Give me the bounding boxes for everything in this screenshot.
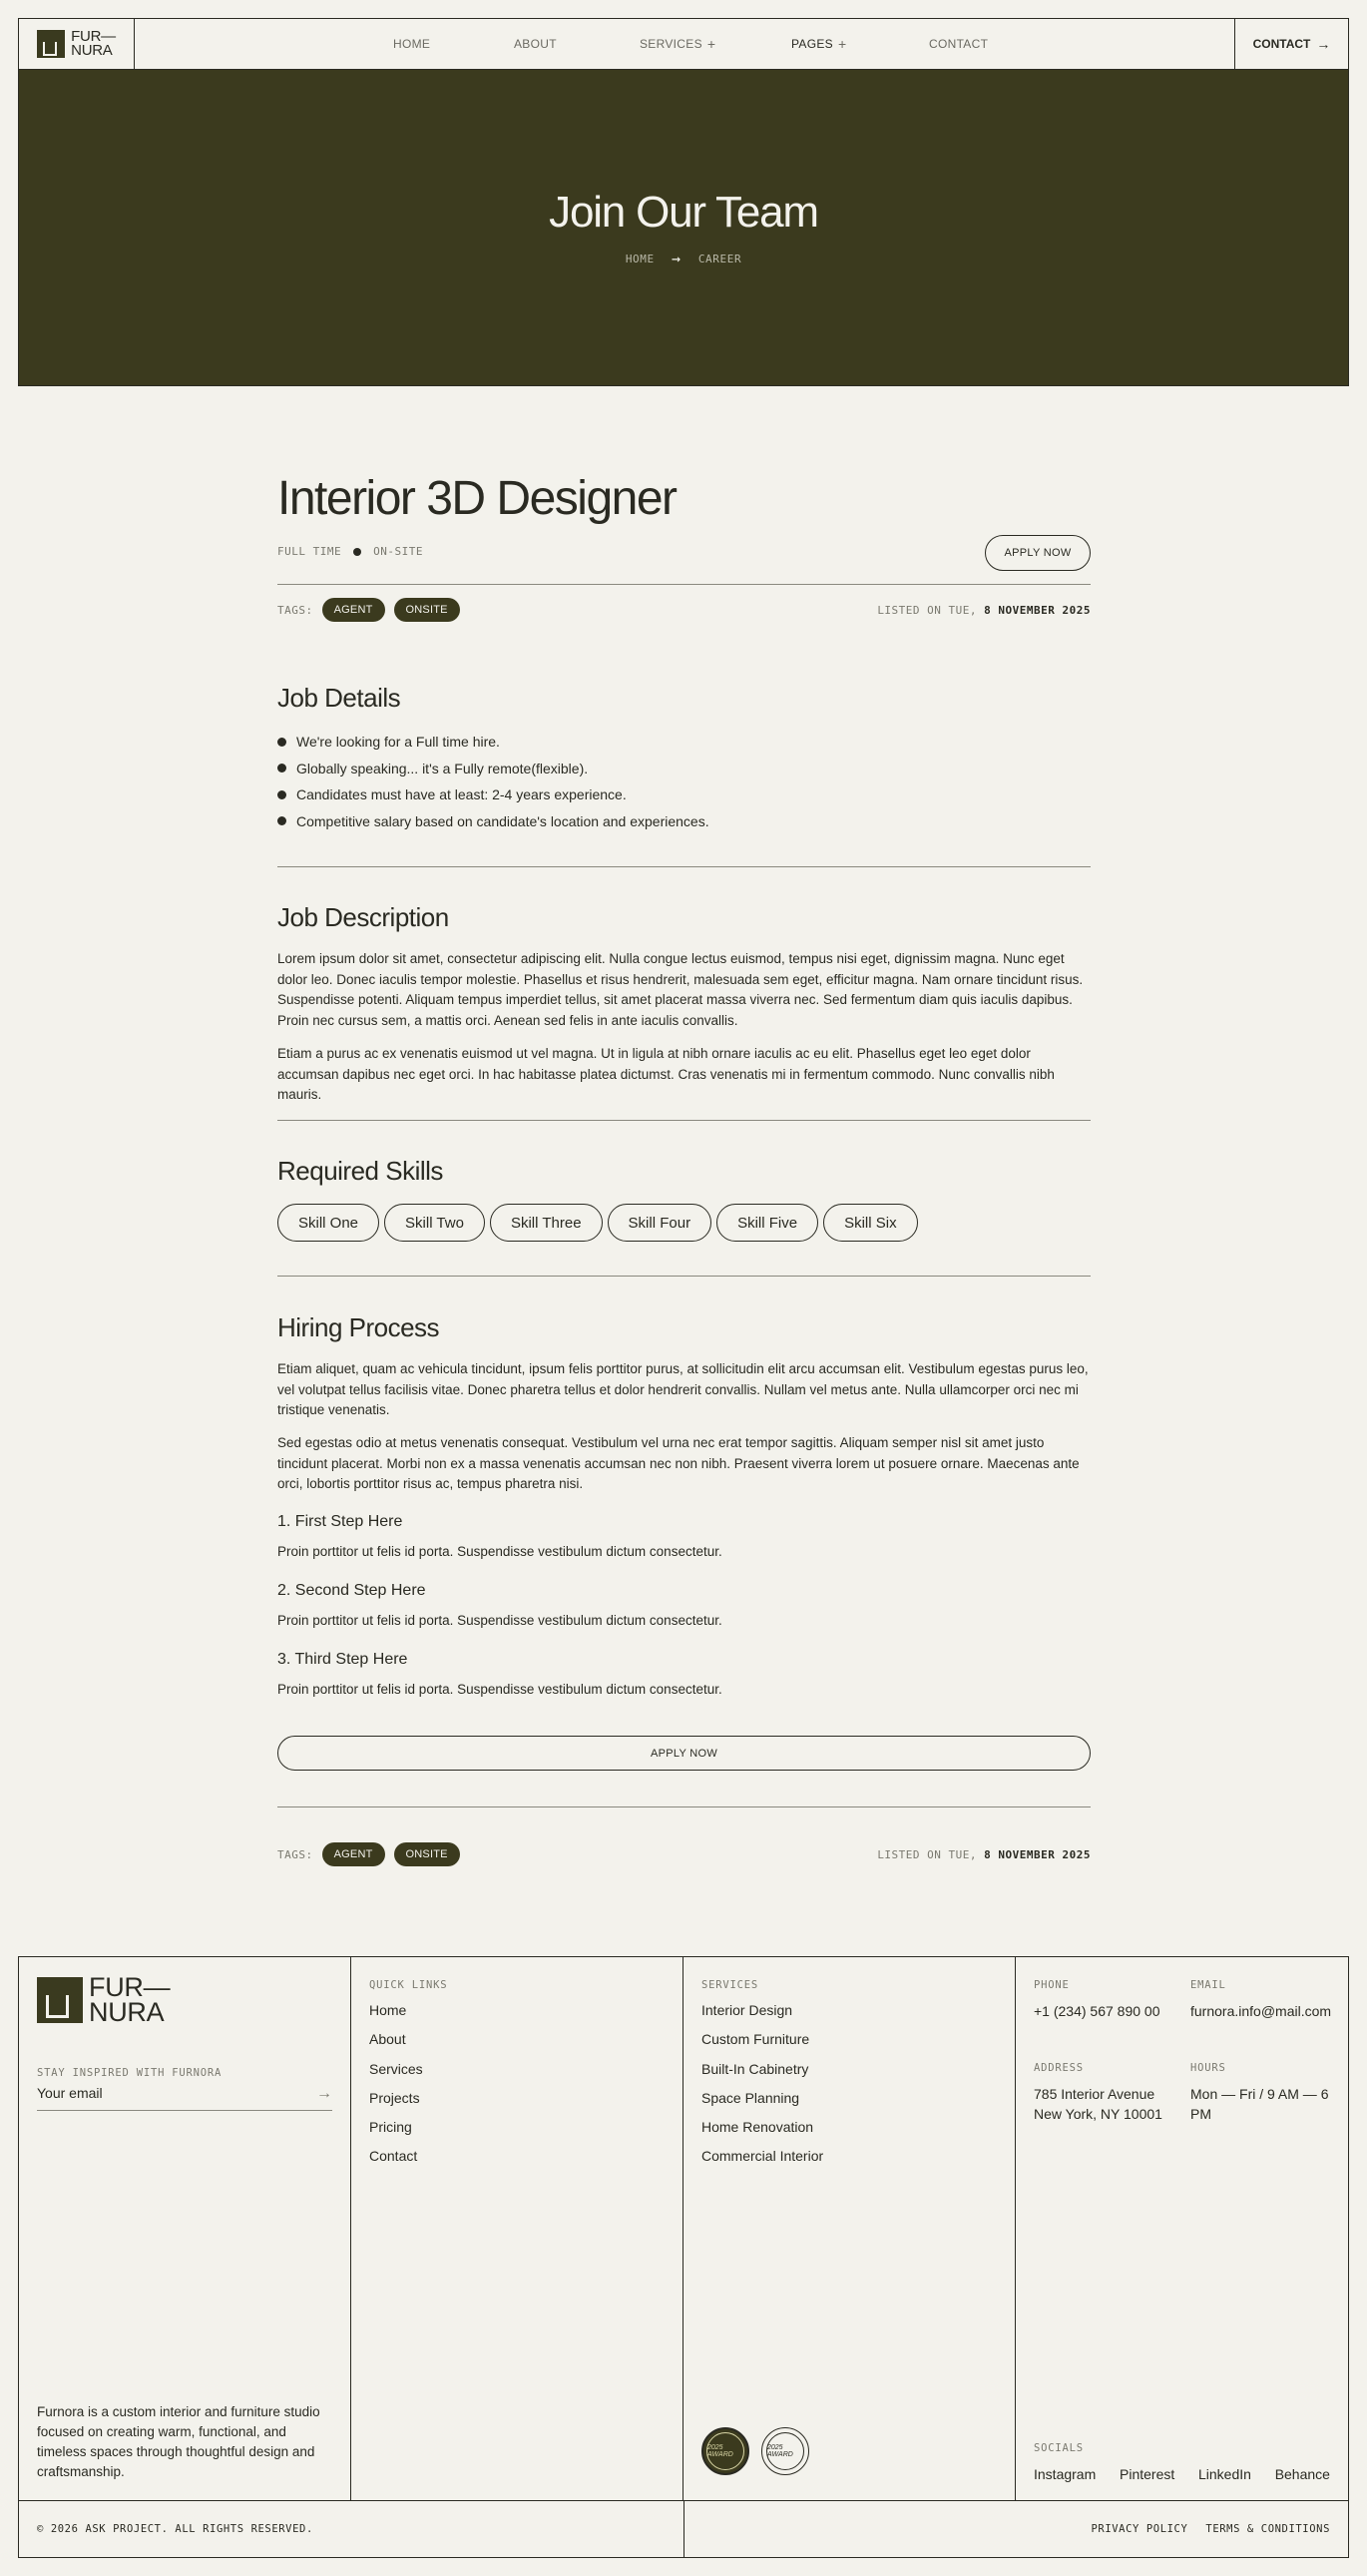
nav-services[interactable] xyxy=(640,36,715,52)
tags-row xyxy=(277,598,460,622)
hours-label: HOURS xyxy=(1190,2062,1226,2074)
social-behance[interactable]: Behance xyxy=(1274,2466,1330,2482)
top-nav xyxy=(18,18,1349,70)
footer-logo[interactable] xyxy=(37,1972,171,2027)
nav-about[interactable]: ABOUT xyxy=(514,37,557,51)
plus-icon: + xyxy=(706,36,716,52)
hiring-paragraph-2: Sed egestas odio at metus venenatis consequat. Vestibulum vel urna nec erat tempor sagittis. Aliquam semper nisl sit amet justo tincidunt placerat. Morbi non ex a massa venenatis accumsan nec non nibh. Praesent viverra lorem ut posuere ornare. Maecenas ante orci, lobortis porttitor risus ac, tempus pharetra nisi. xyxy=(277,1435,1080,1491)
skill-chip[interactable]: Skill Three xyxy=(490,1204,603,1242)
phone-label: PHONE xyxy=(1034,1979,1070,1991)
list-item: We're looking for a Full time hire. xyxy=(277,729,709,756)
award-badge-icon: 2025 AWARD xyxy=(761,2427,809,2475)
email-placeholder: Your email xyxy=(37,2085,103,2101)
breadcrumb xyxy=(19,250,1348,267)
skill-chip[interactable]: Skill Five xyxy=(716,1204,818,1242)
logo[interactable] xyxy=(19,19,135,69)
step-text: Proin porttitor ut felis id porta. Suspendisse vestibulum dictum consectetur. xyxy=(277,1613,722,1628)
tag-onsite[interactable]: ONSITE xyxy=(394,598,460,622)
job-type: FULL TIME xyxy=(277,545,342,558)
listed-prefix: LISTED ON TUE, xyxy=(877,1848,978,1861)
service-link[interactable]: Interior Design xyxy=(701,2002,793,2018)
job-location: ON-SITE xyxy=(373,545,423,558)
quick-links-label: QUICK LINKS xyxy=(369,1979,448,1991)
newsletter-label: STAY INSPIRED WITH FURNORA xyxy=(37,2067,223,2079)
breadcrumb-home[interactable]: HOME xyxy=(625,253,655,265)
nav-pages[interactable] xyxy=(791,36,846,52)
hours-value: Mon — Fri / 9 AM — 6 PM xyxy=(1190,2086,1329,2122)
address-label: ADDRESS xyxy=(1034,2062,1084,2074)
logo-line2: NURA xyxy=(89,1997,165,2027)
separator-dot xyxy=(353,548,361,556)
social-pinterest[interactable]: Pinterest xyxy=(1120,2466,1175,2482)
footer-link-projects[interactable]: Projects xyxy=(369,2089,420,2106)
contact-button-label: CONTACT xyxy=(1252,37,1311,51)
footer xyxy=(18,1956,1349,2558)
footer-link-home[interactable]: Home xyxy=(369,2002,407,2018)
required-skills-heading: Required Skills xyxy=(277,1156,443,1186)
legal-links xyxy=(1092,2523,1331,2535)
nav-links xyxy=(135,19,1234,69)
service-link[interactable]: Space Planning xyxy=(701,2089,800,2106)
hiring-process-heading: Hiring Process xyxy=(277,1312,440,1342)
service-link[interactable]: Custom Furniture xyxy=(701,2031,810,2048)
arrow-right-icon: → xyxy=(671,250,682,267)
logo-icon xyxy=(37,1977,83,2023)
phone-value[interactable]: +1 (234) 567 890 00 xyxy=(1034,2003,1160,2019)
logo-icon xyxy=(37,30,65,58)
address-line1: 785 Interior Avenue xyxy=(1034,2086,1155,2102)
footer-about: Furnora is a custom interior and furniture studio focused on creating warm, functional, and timeless spaces through thoughtful design and craftsmanship. xyxy=(37,2404,320,2479)
service-link[interactable]: Built-In Cabinetry xyxy=(701,2060,809,2077)
listed-date-value: 8 NOVEMBER 2025 xyxy=(984,1848,1091,1861)
list-item: Candidates must have at least: 2-4 years experience. xyxy=(277,781,709,808)
service-link[interactable]: Commercial Interior xyxy=(701,2148,824,2165)
social-linkedin[interactable]: LinkedIn xyxy=(1198,2466,1251,2482)
page-title: Join Our Team xyxy=(549,188,818,237)
logo-line1: FUR— xyxy=(89,1972,171,2002)
apply-now-wide-button[interactable]: APPLY NOW xyxy=(277,1736,1091,1771)
hiring-paragraph-1: Etiam aliquet, quam ac vehicula tincidunt, ipsum felis porttitor purus, at sollicitudin elit arcu accumsan elit. Vestibulum egestas purus leo, vel volutpat tellus facilisis vitae. Donec pharetra tellus et dolor hendrerit convallis. Nullam vel metus ante. Nulla ullamcorper orci nec mi tristique venenatis. xyxy=(277,1361,1089,1417)
footer-link-services[interactable]: Services xyxy=(369,2060,423,2077)
footer-quick-links-column xyxy=(351,1957,684,2500)
social-instagram[interactable]: Instagram xyxy=(1034,2466,1097,2482)
divider xyxy=(277,1276,1091,1277)
award-badges xyxy=(701,2427,809,2475)
step-title: 2. Second Step Here xyxy=(277,1582,426,1599)
terms-link[interactable]: TERMS & CONDITIONS xyxy=(1205,2523,1330,2535)
step-text: Proin porttitor ut felis id porta. Suspendisse vestibulum dictum consectetur. xyxy=(277,1682,722,1697)
nav-contact-link[interactable]: CONTACT xyxy=(929,37,989,51)
address-line2: New York, NY 10001 xyxy=(1034,2105,1162,2122)
job-meta xyxy=(277,545,423,558)
logo-line1: FUR— xyxy=(71,28,116,45)
list-item: Competitive salary based on candidate's location and experiences. xyxy=(277,808,709,835)
skills-list xyxy=(277,1204,918,1242)
email-value[interactable]: furnora.info@mail.com xyxy=(1190,2003,1332,2019)
services-label: SERVICES xyxy=(701,1979,758,1991)
service-link[interactable]: Home Renovation xyxy=(701,2119,814,2136)
listed-date xyxy=(698,604,1091,617)
footer-contact-column xyxy=(1016,1957,1350,2500)
description-paragraph-1: Lorem ipsum dolor sit amet, consectetur adipiscing elit. Nulla congue lectus euismod, tempus nisi eget, dignissim magna. Nunc eget dolor leo. Donec iaculis tempor molestie. Phasellus et risus hendrerit, malesuada sem eget, efficitur magna. Nam ornare tincidunt risus. Suspendisse potenti. Aliquam tempus imperdiet tellus, sit amet placerat massa viverra nec. Sed fermentum diam quis iaculis dapibus. Proin nec cursus sem, a mattis orci. Aenean sed felis in ante iaculis convallis. xyxy=(277,951,1084,1028)
socials-label: SOCIALS xyxy=(1034,2442,1084,2454)
quick-links-list xyxy=(369,2002,423,2178)
job-details-list xyxy=(277,729,709,834)
description-paragraph-2: Etiam a purus ac ex venenatis euismod ut vel magna. Ut in ligula at nibh ornare iaculis ac eu elit. Phasellus eget leo eget dolor accumsan dapibus nec eget orci. In hac habitasse platea dictumst. Cras venenatis mi in fermentum commodo. Nunc convallis nibh mauris. xyxy=(277,1046,1055,1102)
copyright: © 2026 ASK PROJECT. ALL RIGHTS RESERVED. xyxy=(37,2523,313,2535)
hero-banner xyxy=(18,70,1349,386)
footer-services-column xyxy=(684,1957,1016,2500)
job-details-heading: Job Details xyxy=(277,683,401,713)
tags-label: TAGS: xyxy=(277,603,313,617)
email-field[interactable] xyxy=(37,2085,332,2111)
job-description-heading: Job Description xyxy=(277,902,449,932)
listed-prefix: LISTED ON TUE, xyxy=(877,604,978,617)
arrow-right-icon: → xyxy=(1316,36,1331,52)
nav-pages-label: PAGES xyxy=(791,37,833,51)
footer-brand-column xyxy=(19,1957,351,2500)
nav-services-label: SERVICES xyxy=(640,37,702,51)
step-text: Proin porttitor ut felis id porta. Suspendisse vestibulum dictum consectetur. xyxy=(277,1544,722,1559)
list-item: Globally speaking... it's a Fully remote(flexible). xyxy=(277,756,709,782)
tags-row xyxy=(277,1842,460,1866)
skill-chip[interactable]: Skill Two xyxy=(384,1204,485,1242)
apply-now-button[interactable]: APPLY NOW xyxy=(985,535,1091,571)
logo-line2: NURA xyxy=(71,42,113,59)
job-title: Interior 3D Designer xyxy=(277,472,677,525)
listed-date xyxy=(698,1848,1091,1861)
footer-link-about[interactable]: About xyxy=(369,2031,406,2048)
contact-button[interactable] xyxy=(1234,19,1348,69)
breadcrumb-current: CAREER xyxy=(697,253,742,265)
services-list xyxy=(701,2002,823,2178)
skill-chip[interactable]: Skill Six xyxy=(823,1204,918,1242)
step-title: 3. Third Step Here xyxy=(277,1651,408,1668)
divider xyxy=(277,584,1091,585)
privacy-policy-link[interactable]: PRIVACY POLICY xyxy=(1091,2523,1188,2535)
email-label: EMAIL xyxy=(1190,1979,1226,1991)
nav-home[interactable]: HOME xyxy=(393,37,431,51)
step-title: 1. First Step Here xyxy=(277,1513,403,1530)
tag-agent[interactable]: AGENT xyxy=(322,1842,385,1866)
plus-icon: + xyxy=(837,36,847,52)
skill-chip[interactable]: Skill One xyxy=(277,1204,379,1242)
tag-onsite[interactable]: ONSITE xyxy=(394,1842,460,1866)
divider xyxy=(277,866,1091,867)
social-links xyxy=(1034,2466,1330,2482)
skill-chip[interactable]: Skill Four xyxy=(608,1204,712,1242)
tags-label: TAGS: xyxy=(277,1847,313,1861)
award-badge-icon: 2025 AWARD xyxy=(701,2427,749,2475)
divider xyxy=(277,1806,1091,1807)
footer-bottom-bar xyxy=(19,2500,1348,2558)
tag-agent[interactable]: AGENT xyxy=(322,598,385,622)
divider xyxy=(277,1120,1091,1121)
listed-date-value: 8 NOVEMBER 2025 xyxy=(984,604,1091,617)
footer-link-pricing[interactable]: Pricing xyxy=(369,2119,412,2136)
address-value xyxy=(1034,2085,1162,2124)
arrow-right-icon[interactable]: → xyxy=(316,2085,332,2102)
footer-link-contact[interactable]: Contact xyxy=(369,2148,418,2165)
